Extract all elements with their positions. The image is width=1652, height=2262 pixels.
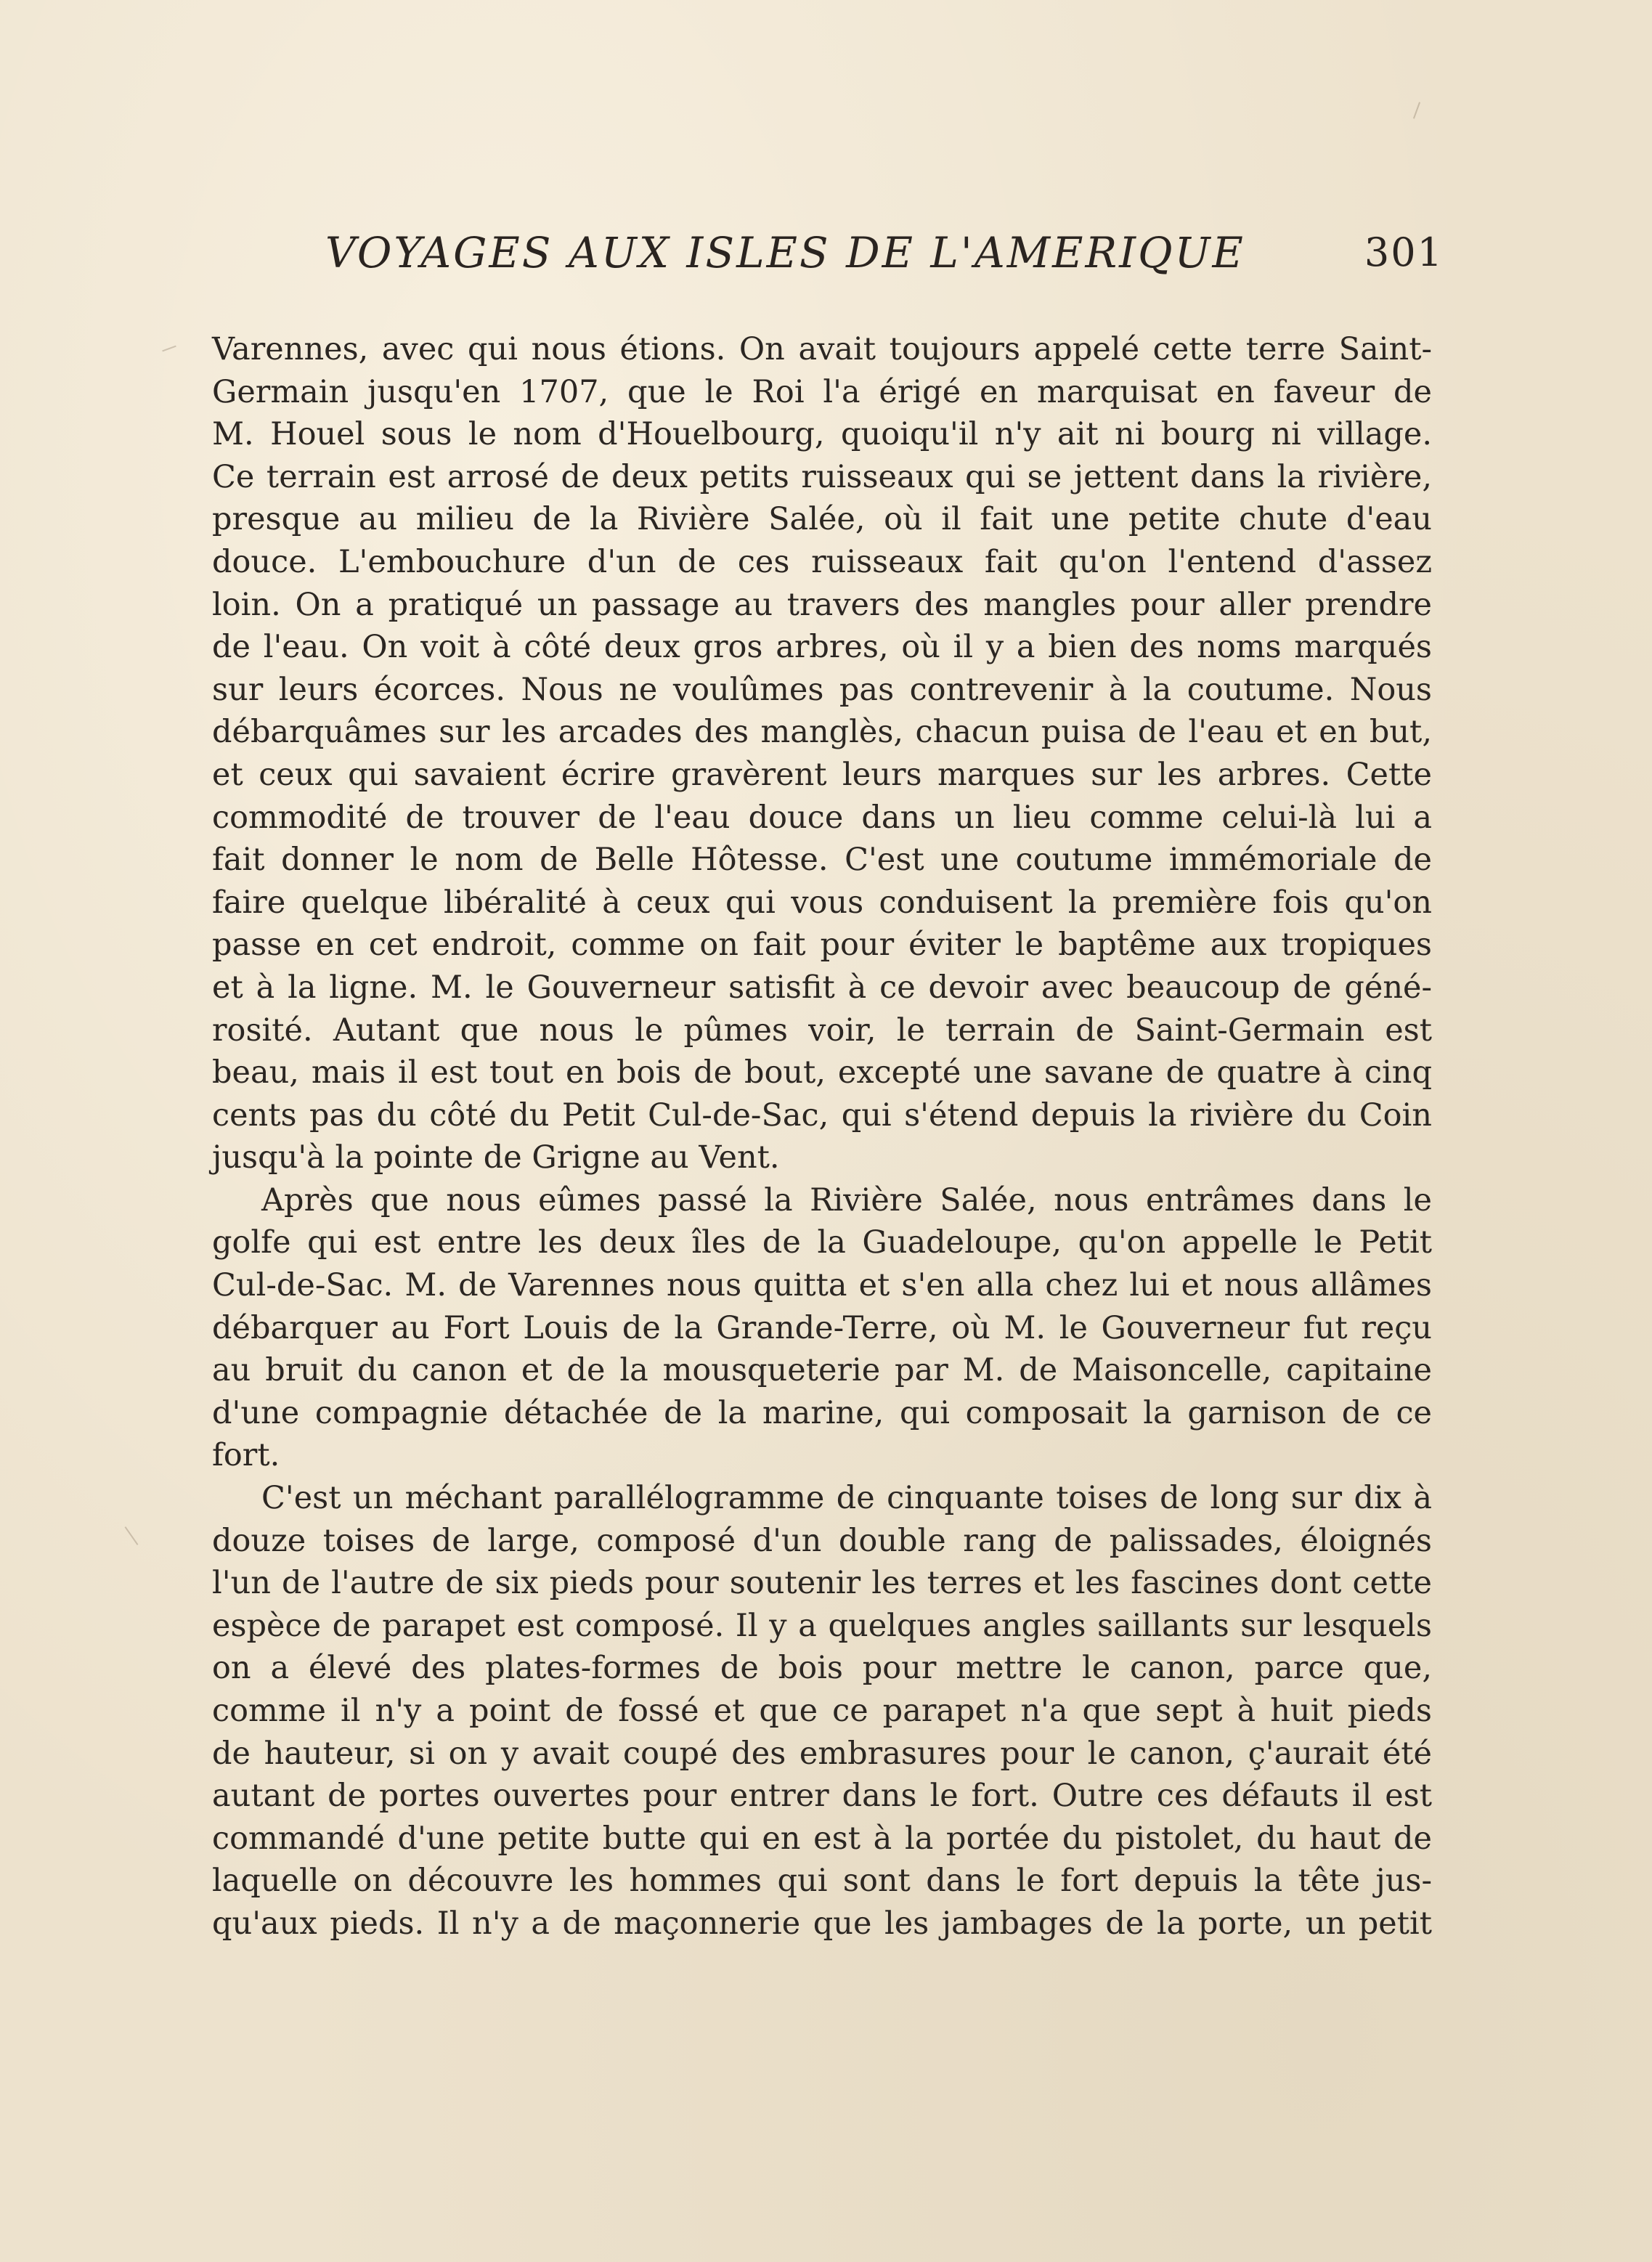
text-line: passe en cet endroit, comme on fait pour éviter le baptême aux tropiques [212, 927, 1432, 964]
text-line: au bruit du canon et de la mousqueterie par M. de Maisoncelle, capitaine [212, 1352, 1432, 1389]
text-line: qu'aux pieds. Il n'y a de maçonnerie que les jambages de la porte, un petit [212, 1905, 1432, 1942]
text-line: M. Houel sous le nom d'Houelbourg, quoiqu'il n'y ait ni bourg ni village. [212, 416, 1432, 453]
running-title: VOYAGES AUX ISLES DE L'AMERIQUE [325, 228, 1245, 277]
text-line: douze toises de large, composé d'un double rang de palissades, éloignés [212, 1522, 1432, 1559]
text-line: jusqu'à la pointe de Grigne au Vent. [212, 1139, 780, 1176]
text-line: d'une compagnie détachée de la marine, qui composait la garnison de ce [212, 1394, 1432, 1431]
paragraph-2 [212, 1179, 1432, 1477]
text-line: comme il n'y a point de fossé et que ce parapet n'a que sept à huit pieds [212, 1693, 1432, 1729]
text-line: cents pas du côté du Petit Cul-de-Sac, qui s'étend depuis la rivière du Coin [212, 1097, 1432, 1134]
text-line: golfe qui est entre les deux îles de la Guadeloupe, qu'on appelle le Petit [212, 1224, 1432, 1261]
text-line: C'est un méchant parallélogramme de cinquante toises de long sur dix à [261, 1480, 1432, 1517]
text-line: douce. L'embouchure d'un de ces ruisseaux fait qu'on l'entend d'assez [212, 543, 1432, 580]
text-line: débarquer au Fort Louis de la Grande-Terre, où M. le Gouverneur fut reçu [212, 1309, 1432, 1346]
text-line: beau, mais il est tout en bois de bout, excepté une savane de quatre à cinq [212, 1054, 1432, 1091]
text-line: laquelle on découvre les hommes qui sont dans le fort depuis la tête jus- [212, 1863, 1432, 1900]
text-line: Cul-de-Sac. M. de Varennes nous quitta et s'en alla chez lui et nous allâmes [212, 1267, 1432, 1304]
text-line: fait donner le nom de Belle Hôtesse. C'est une coutume immémoriale de [212, 842, 1432, 879]
page-number: 301 [1364, 229, 1444, 275]
text-line: de hauteur, si on y avait coupé des embrasures pour le canon, ç'aurait été [212, 1735, 1432, 1772]
text-line: sur leurs écorces. Nous ne voulûmes pas contrevenir à la coutume. Nous [212, 671, 1432, 708]
body-text [212, 328, 1432, 1945]
paper-mark [125, 1526, 139, 1545]
text-line: Germain jusqu'en 1707, que le Roi l'a érigé en marquisat en faveur de [212, 373, 1432, 410]
text-line: loin. On a pratiqué un passage au travers des mangles pour aller prendre [212, 586, 1432, 623]
text-line: de l'eau. On voit à côté deux gros arbres, où il y a bien des noms marqués [212, 629, 1432, 666]
text-line: rosité. Autant que nous le pûmes voir, le terrain de Saint-Germain est [212, 1012, 1432, 1049]
text-line: espèce de parapet est composé. Il y a quelques angles saillants sur lesquels [212, 1607, 1432, 1644]
text-line: on a élevé des plates-formes de bois pour mettre le canon, parce que, [212, 1650, 1432, 1687]
paragraph-1 [212, 328, 1432, 1179]
text-line: fort. [212, 1437, 280, 1474]
text-line: Après que nous eûmes passé la Rivière Salée, nous entrâmes dans le [261, 1181, 1432, 1219]
text-line: Varennes, avec qui nous étions. On avait toujours appelé cette terre Saint- [212, 331, 1432, 367]
text-line: autant de portes ouvertes pour entrer dans le fort. Outre ces défauts il est [212, 1778, 1432, 1815]
text-line: débarquâmes sur les arcades des manglès, chacun puisa de l'eau et en but, [212, 714, 1432, 751]
text-line: commodité de trouver de l'eau douce dans un lieu comme celui-là lui a [212, 799, 1432, 836]
text-line: Ce terrain est arrosé de deux petits ruisseaux qui se jettent dans la rivière, [212, 458, 1432, 495]
text-line: et à la ligne. M. le Gouverneur satisfit à ce devoir avec beaucoup de géné- [212, 969, 1432, 1006]
text-line: commandé d'une petite butte qui en est à la portée du pistolet, du haut de [212, 1820, 1432, 1857]
page-header [325, 224, 1444, 282]
paragraph-3 [212, 1477, 1432, 1945]
paper-mark [1413, 102, 1420, 118]
text-line: l'un de l'autre de six pieds pour soutenir les terres et les fascines dont cette [212, 1565, 1432, 1602]
text-line: faire quelque libéralité à ceux qui vous conduisent la première fois qu'on [212, 884, 1432, 921]
text-line: et ceux qui savaient écrire gravèrent leurs marques sur les arbres. Cette [212, 756, 1432, 793]
text-line: presque au milieu de la Rivière Salée, où il fait une petite chute d'eau [212, 501, 1432, 538]
paper-mark [162, 346, 176, 352]
